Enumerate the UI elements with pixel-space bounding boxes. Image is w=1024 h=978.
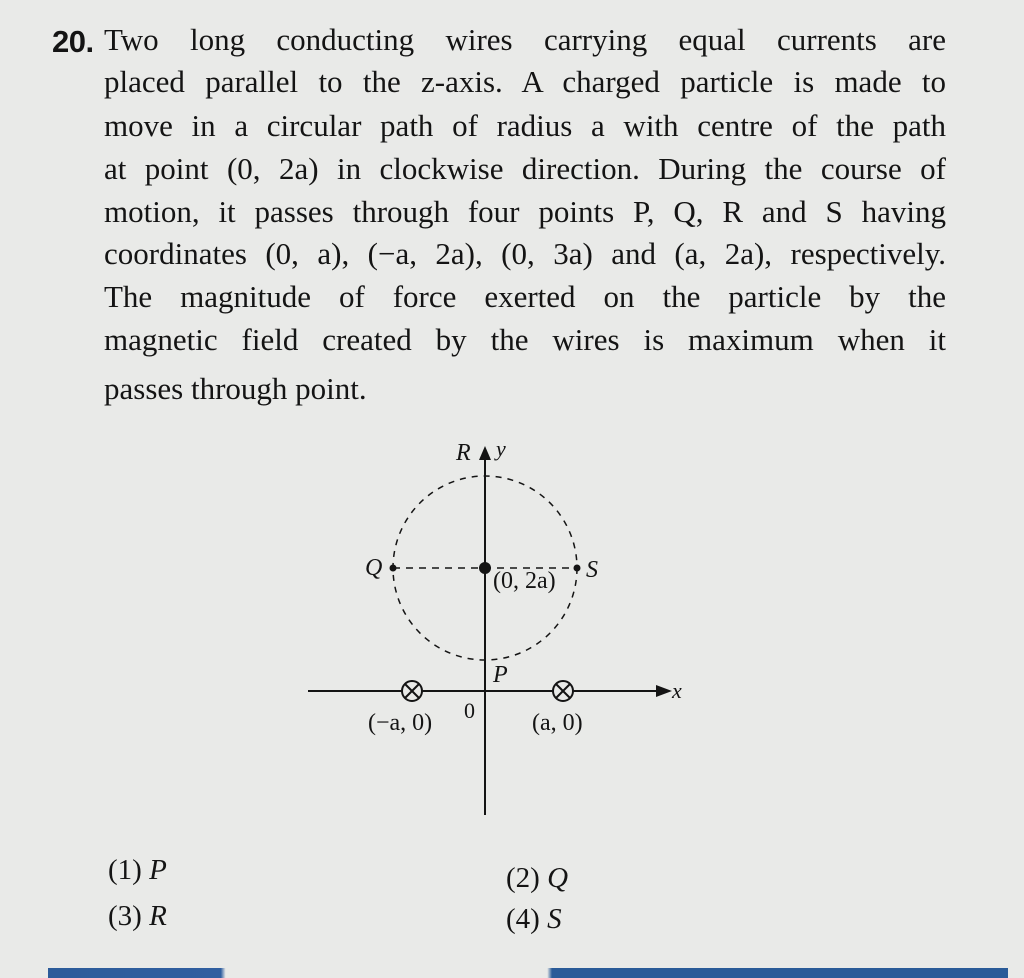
option-2-value: Q — [547, 862, 569, 894]
option-1-value: P — [149, 854, 167, 886]
y-axis-arrowhead — [479, 446, 491, 460]
question-line-9: passes through point. — [104, 371, 367, 406]
label-y-axis: y — [496, 436, 506, 461]
option-1[interactable] — [108, 854, 167, 887]
circular-path-diagram — [280, 430, 720, 830]
option-2-number: (2) — [506, 862, 540, 894]
label-right-wire: (a, 0) — [532, 710, 583, 736]
diagram-drawing — [280, 430, 720, 830]
question-line-6: coordinates (0, a), (−a, 2a), (0, 3a) and (a, 2a), respectively. — [104, 236, 946, 271]
question-line-2: placed parallel to the z-axis. A charged particle is made to — [104, 64, 946, 99]
label-centre-coordinate: (0, 2a) — [493, 568, 556, 594]
option-3[interactable] — [108, 900, 167, 933]
question-line-3: move in a circular path of radius a with centre of the path — [104, 108, 946, 143]
centre-point — [479, 562, 491, 574]
option-3-value: R — [149, 900, 167, 932]
page-bottom-edge — [48, 968, 1008, 978]
option-3-number: (3) — [108, 900, 142, 932]
question-line-4: at point (0, 2a) in clockwise direction. During the course of — [104, 151, 946, 186]
label-point-s: S — [586, 557, 598, 583]
label-origin: 0 — [464, 698, 475, 723]
point-s-dot — [574, 565, 581, 572]
option-2[interactable] — [506, 862, 568, 895]
question-line-7: The magnitude of force exerted on the particle by the — [104, 279, 946, 314]
x-axis-arrowhead — [656, 685, 672, 697]
label-point-r: R — [456, 440, 471, 466]
option-1-number: (1) — [108, 854, 142, 886]
option-4-number: (4) — [506, 903, 540, 935]
question-line-8: magnetic field created by the wires is maximum when it — [104, 322, 946, 357]
question-line-5: motion, it passes through four points P, Q, R and S having — [104, 194, 946, 229]
label-left-wire: (−a, 0) — [368, 710, 433, 736]
point-q-dot — [390, 565, 397, 572]
label-point-p: P — [493, 662, 508, 688]
option-4[interactable] — [506, 903, 562, 936]
label-x-axis: x — [672, 678, 682, 703]
label-point-q: Q — [365, 555, 383, 581]
question-line-1: Two long conducting wires carrying equal currents are — [104, 22, 946, 57]
option-4-value: S — [547, 903, 562, 935]
question-number: 20. — [52, 24, 94, 59]
